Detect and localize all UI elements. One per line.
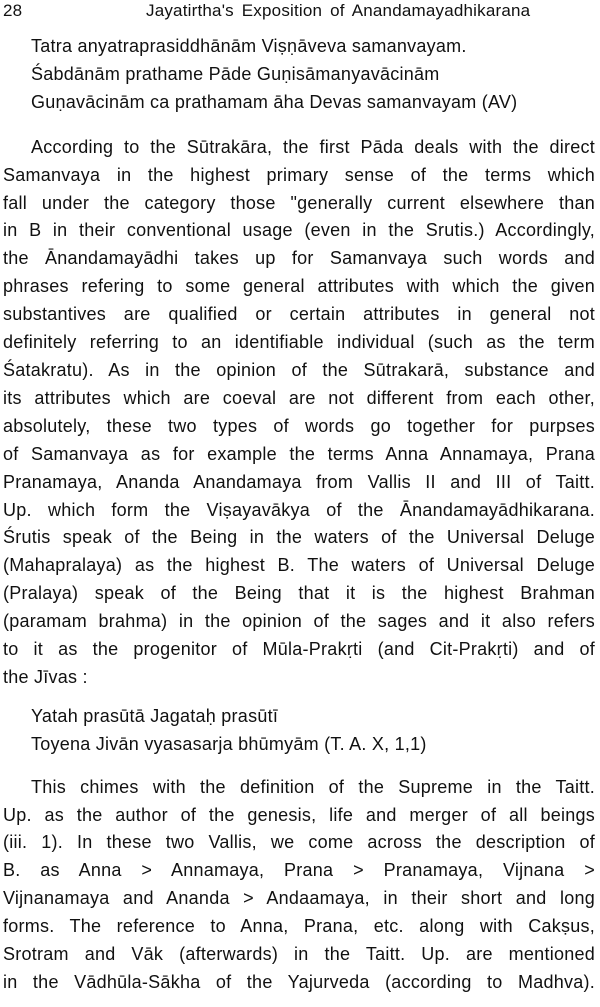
paragraph-line: of Samanvaya as for example the terms Anna Annamaya, Prana: [3, 443, 595, 464]
sanskrit-verse-2: [3, 703, 595, 759]
verse-line: Tatra anyatraprasiddhānām Viṣṇāveva samanvayam.: [31, 36, 467, 56]
paragraph-line: definitely referring to an identifiable individual (such as the term: [3, 332, 595, 353]
paragraph-line: Vijnanamaya and Ananda > Andaamaya, in their short and long: [3, 888, 595, 909]
page-header: [3, 0, 594, 24]
paragraph-line: (paramam brahma) in the opinion of the sages and it also refers: [3, 611, 595, 632]
verse-line: Yatah prasūtā Jagataḥ prasūtī: [31, 705, 279, 726]
paragraph-line: its attributes which are coeval are not different from each other,: [3, 387, 595, 408]
paragraph-line: Śrutis speak of the Being in the waters of the Universal Deluge: [3, 527, 595, 548]
page-body: [3, 33, 595, 997]
paragraph-line: Up. which form the Viṣayavākya of the Ānandamayādhikarana.: [3, 499, 595, 520]
page-number: 28: [3, 1, 23, 20]
paragraph-line: (Pralaya) speak of the Being that it is the highest Brahman: [3, 583, 595, 604]
paragraph-line: the Jīvas :: [3, 666, 88, 687]
running-title: Jayatirtha's Exposition of Anandamayadhikarana: [146, 1, 531, 20]
verse-line: Guṇavācinām ca prathamam āha Devas samanvayam (AV): [31, 91, 518, 112]
paragraph-sutrakara: [3, 134, 595, 692]
paragraph-line: According to the Sūtrakāra, the first Pāda deals with the direct: [31, 136, 595, 157]
paragraph-line: Srotram and Vāk (afterwards) in the Taitt. Up. are mentioned: [3, 944, 595, 965]
paragraph-line: B. as Anna > Annamaya, Prana > Pranamaya, Vijnana >: [3, 860, 595, 881]
paragraph-line: (Mahapralaya) as the highest B. The waters of Universal Deluge: [3, 555, 595, 576]
paragraph-line: to it as the progenitor of Mūla-Prakṛti (and Cit-Prakṛti) and of: [3, 639, 595, 660]
paragraph-line: substantives are qualified or certain attributes in general not: [3, 304, 595, 325]
paragraph-line: Samanvaya in the highest primary sense of the terms which: [3, 164, 595, 185]
paragraph-line: phrases refering to some general attributes with which the given: [3, 276, 595, 297]
paragraph-line: Śatakratu). As in the opinion of the Sūtrakarā, substance and: [3, 359, 595, 380]
paragraph-line: (iii. 1). In these two Vallis, we come across the description of: [3, 832, 595, 853]
paragraph-line: Up. as the author of the genesis, life and merger of all beings: [3, 804, 595, 825]
paragraph-taittiriya: [3, 774, 595, 997]
paragraph-line: fall under the category those "generally current elsewhere than: [3, 192, 595, 213]
paragraph-line: Pranamaya, Ananda Anandamaya from Vallis II and III of Taitt.: [3, 471, 595, 492]
paragraph-line: forms. The reference to Anna, Prana, etc. along with Cakṣus,: [3, 916, 595, 937]
paragraph-line: absolutely, these two types of words go together for purpses: [3, 415, 595, 436]
paragraph-line: in B in their conventional usage (even in the Srutis.) Accordingly,: [3, 220, 595, 241]
verse-line: Śabdānām prathame Pāde Guṇisāmanyavācinām: [31, 63, 440, 84]
sanskrit-verse-1: [3, 33, 595, 117]
paragraph-line: the Ānandamayādhi takes up for Samanvaya such words and: [3, 248, 595, 269]
paragraph-line: This chimes with the definition of the Supreme in the Taitt.: [31, 776, 595, 797]
paragraph-line: in the Vādhūla-Sākha of the Yajurveda (according to Madhva).: [3, 972, 595, 992]
verse-line: Toyena Jivān vyasasarja bhūmyām (T. A. X, 1,1): [31, 733, 427, 754]
